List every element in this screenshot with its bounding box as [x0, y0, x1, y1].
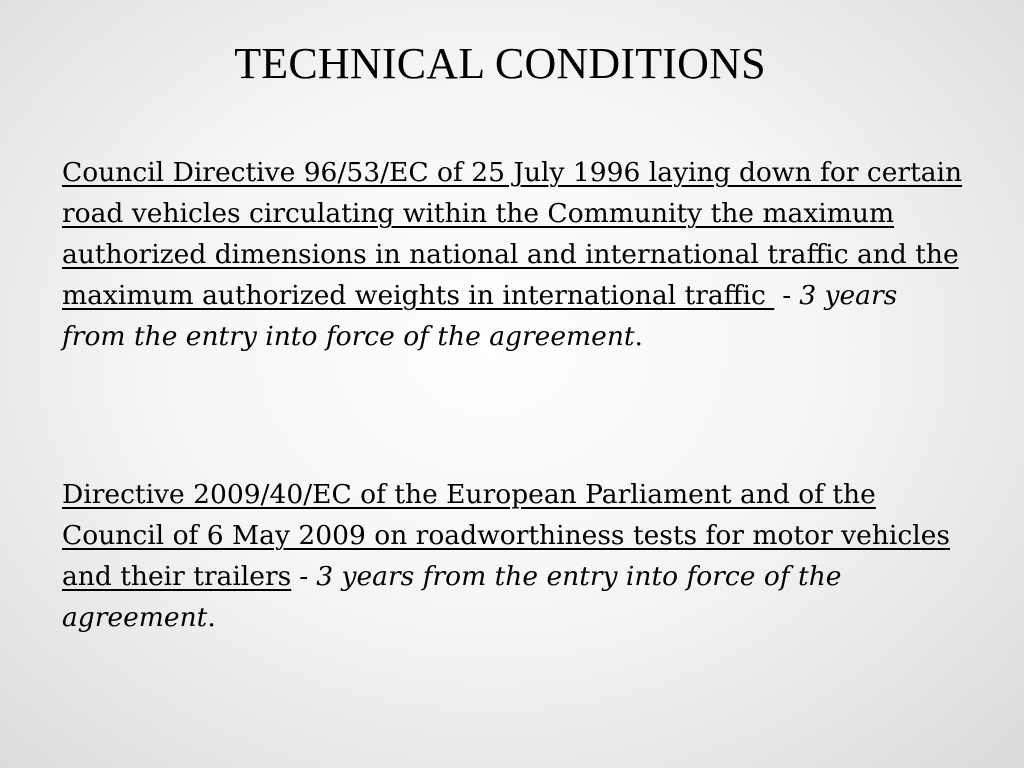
directive-item-2: [62, 474, 967, 638]
sentence-end: .: [634, 321, 643, 352]
directive-reference: Council Directive 96/53/EC of 25 July 1996 laying down for certain road vehicles circulating within the Community the maximum authorized dimensions in national and international traffic and the maximum authorized weights in international traffic: [62, 157, 963, 311]
separator-dash: -: [299, 561, 309, 592]
directive-reference: Directive 2009/40/EC of the European Parliament and of the Council of 6 May 2009 on roadworthiness tests for motor vehicles and their trailers: [62, 479, 950, 592]
transition-period: 3 years from the entry into force of the agreement: [62, 561, 842, 633]
slide-title: TECHNICAL CONDITIONS: [234, 39, 766, 88]
directive-item-1: [62, 152, 967, 357]
separator-dash: -: [782, 280, 792, 311]
transition-period: 3 years from the entry into force of the agreement: [62, 280, 898, 352]
sentence-end: .: [207, 602, 216, 633]
